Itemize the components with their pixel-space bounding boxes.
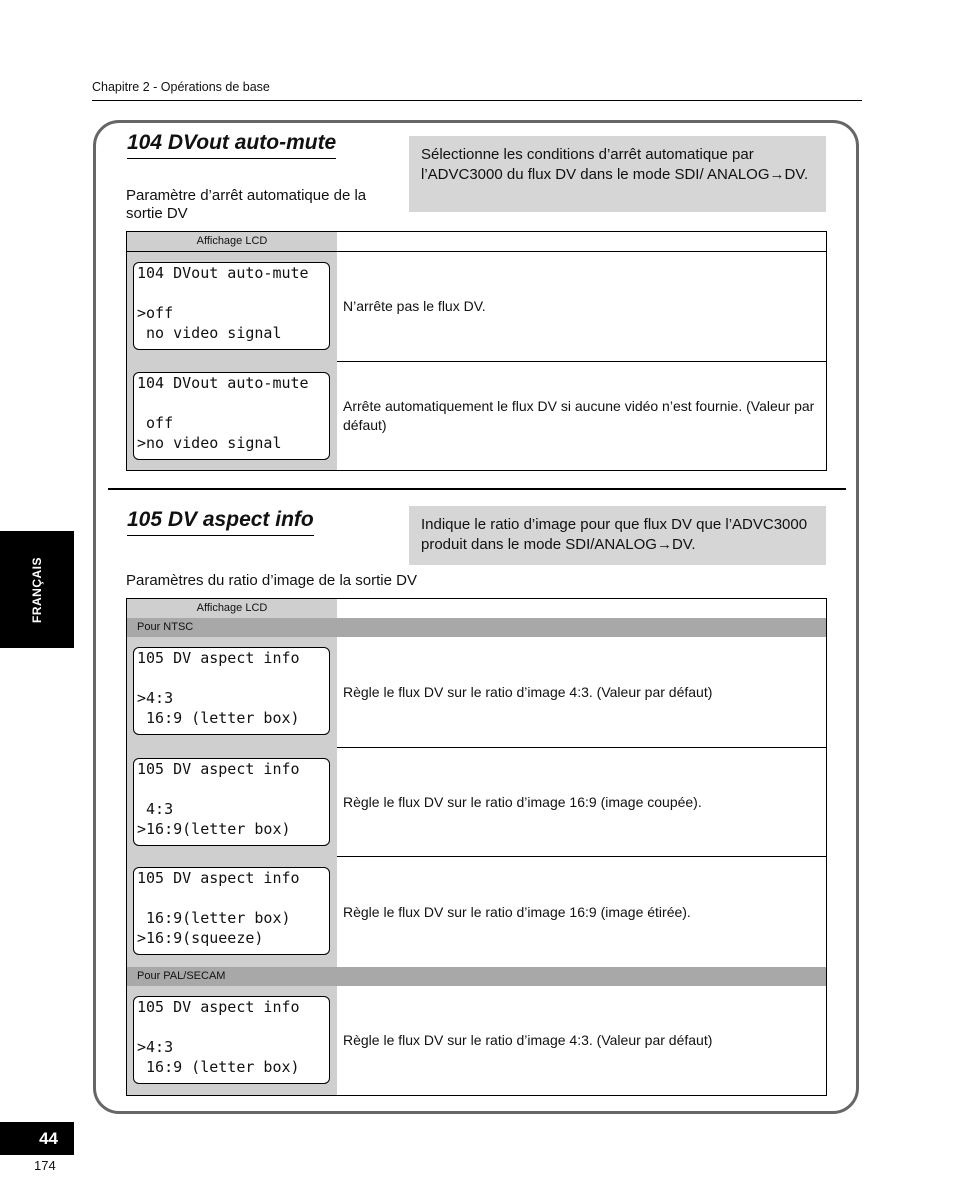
section-105-title: 105 DV aspect info: [127, 508, 314, 536]
lcd-line: >4:3: [137, 1038, 174, 1056]
table-row: [127, 637, 826, 748]
row-description: Arrête automatiquement le flux DV si aucune vidéo n’est fournie. (Valeur par défaut): [343, 398, 815, 433]
row-description: Règle le flux DV sur le ratio d’image 4:3. (Valeur par défaut): [343, 1032, 713, 1048]
table-header: [127, 599, 826, 618]
chapter-header: Chapitre 2 - Opérations de base: [92, 80, 270, 94]
table-header-lcd: Affichage LCD: [127, 599, 337, 618]
table-row: [127, 857, 826, 967]
lcd-line: >4:3: [137, 689, 174, 707]
lcd-display: [133, 867, 330, 955]
lcd-line: [137, 779, 329, 799]
table-header: [127, 232, 826, 252]
lcd-display: [133, 996, 330, 1084]
lcd-table-104: [126, 231, 827, 471]
row-description: Règle le flux DV sur le ratio d’image 16:9 (image coupée).: [337, 748, 826, 857]
lcd-line: 16:9 (letter box): [137, 709, 300, 727]
lcd-line: >16:9(squeeze): [137, 929, 264, 947]
lcd-line: 105 DV aspect info: [137, 649, 300, 667]
table-row: [127, 252, 826, 362]
section-104-subtitle: Paramètre d’arrêt automatique de la sortie DV: [126, 187, 367, 222]
lcd-line: 105 DV aspect info: [137, 998, 300, 1016]
section-104-description: Sélectionne les conditions d’arrêt automatique par l’ADVC3000 du flux DV dans le mode SDI/ ANALOG→DV.: [409, 136, 826, 212]
lcd-line: 104 DVout auto-mute: [137, 264, 309, 282]
lcd-line: [137, 1017, 329, 1037]
header-rule: [92, 100, 862, 101]
row-description: Règle le flux DV sur le ratio d’image 16:9 (image étirée).: [343, 903, 691, 920]
lcd-display: [133, 262, 330, 350]
table-row: [127, 362, 826, 470]
lcd-line: [137, 668, 329, 688]
table-header-lcd: Affichage LCD: [127, 232, 337, 251]
language-side-tab: [0, 531, 74, 648]
lcd-line: [137, 393, 329, 413]
section-divider: [108, 488, 846, 490]
lcd-line: 105 DV aspect info: [137, 869, 300, 887]
lcd-line: >no video signal: [137, 434, 282, 452]
section-104-title: 104 DVout auto-mute: [127, 131, 336, 159]
lcd-display: [133, 758, 330, 846]
lcd-line: >off: [137, 304, 174, 322]
lcd-line: off: [137, 414, 174, 432]
lcd-line: 16:9(letter box): [137, 909, 291, 927]
page-number: 44: [39, 1129, 58, 1148]
group-label-ntsc: Pour NTSC: [127, 618, 826, 637]
row-description: N’arrête pas le flux DV.: [337, 252, 826, 362]
language-label: FRANÇAIS: [30, 556, 44, 623]
section-105-description: Indique le ratio d’image pour que flux DV que l’ADVC3000 produit dans le mode SDI/ANALOG→DV.: [409, 506, 826, 565]
row-description: Règle le flux DV sur le ratio d’image 4:3. (Valeur par défaut): [337, 637, 826, 748]
lcd-line: 4:3: [137, 800, 174, 818]
lcd-display: [133, 372, 330, 460]
lcd-line: 104 DVout auto-mute: [137, 374, 309, 392]
page-number-box: [0, 1122, 74, 1155]
table-row: [127, 748, 826, 857]
lcd-line: [137, 888, 329, 908]
group-label-pal: Pour PAL/SECAM: [127, 967, 826, 986]
lcd-line: no video signal: [137, 324, 282, 342]
lcd-line: 105 DV aspect info: [137, 760, 300, 778]
section-105-subtitle: Paramètres du ratio d’image de la sortie DV: [126, 572, 417, 589]
lcd-line: 16:9 (letter box): [137, 1058, 300, 1076]
lcd-line: [137, 283, 329, 303]
lcd-display: [133, 647, 330, 735]
table-row: [127, 986, 826, 1095]
page-sub-number: 174: [34, 1158, 56, 1173]
lcd-line: >16:9(letter box): [137, 820, 291, 838]
lcd-table-105: [126, 598, 827, 1096]
